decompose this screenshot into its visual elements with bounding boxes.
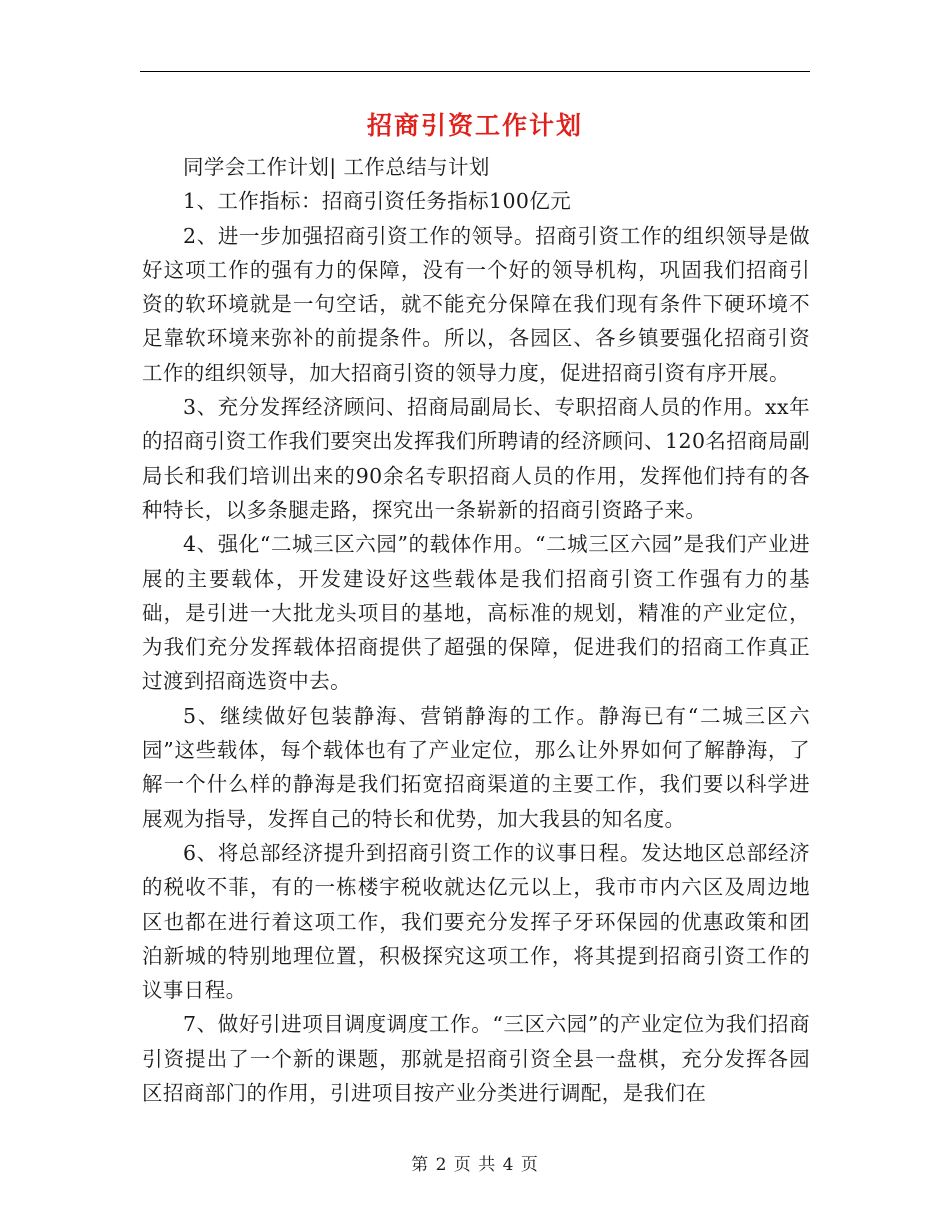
document-body (142, 150, 810, 1110)
paragraph-3: 3、充分发挥经济顾问、招商局副局长、专职招商人员的作用。xx年的招商引资工作我们要突出发挥我们所聘请的经济顾问、120名招商局副局长和我们培训出来的90余名专职招商人员的作用，发挥他们持有的各种特长，以多条腿走路，探究出一条崭新的招商引资路子来。 (142, 395, 810, 522)
paragraph-2: 2、进一步加强招商引资工作的领导。招商引资工作的组织领导是做好这项工作的强有力的保障，没有一个好的领导机构，巩固我们招商引资的软环境就是一句空话，就不能充分保障在我们现有条件下硬环境不足靠软环境来弥补的前提条件。所以，各园区、各乡镇要强化招商引资工作的组织领导，加大招商引资的领导力度，促进招商引资有序开展。 (142, 223, 810, 385)
paragraph-1: 1、工作指标：招商引资任务指标100亿元 (183, 189, 572, 214)
paragraph-4: 4、强化“二城三区六园”的载体作用。“二城三区六园”是我们产业进展的主要载体，开发建设好这些载体是我们招商引资工作强有力的基础，是引进一大批龙头项目的基地，高标准的规划，精准的产业定位，为我们充分发挥载体招商提供了超强的保障，促进我们的招商工作真正过渡到招商选资中去。 (142, 532, 810, 694)
subtitle-line: 同学会工作计划| 工作总结与计划 (183, 155, 490, 179)
header-rule (140, 71, 810, 72)
page-footer: 第 2 页 共 4 页 (411, 1155, 539, 1175)
document-title: 招商引资工作计划 (366, 111, 583, 140)
paragraph-7: 7、做好引进项目调度调度工作。“三区六园”的产业定位为我们招商引资提出了一个新的课题，那就是招商引资全县一盘棋，充分发挥各园区招商部门的作用，引进项目按产业分类进行调配，是我们在 (142, 1012, 810, 1106)
paragraph-6: 6、将总部经济提升到招商引资工作的议事日程。发达地区总部经济的税收不菲，有的一栋楼宇税收就达亿元以上，我市市内六区及周边地区也都在进行着这项工作，我们要充分发挥子牙环保园的优惠政策和团泊新城的特别地理位置，积极探究这项工作，将其提到招商引资工作的议事日程。 (142, 840, 810, 1003)
paragraph-5: 5、继续做好包装静海、营销静海的工作。静海已有“二城三区六园”这些载体，每个载体也有了产业定位，那么让外界如何了解静海，了解一个什么样的静海是我们拓宽招商渠道的主要工作，我们要以科学进展观为指导，发挥自己的特长和优势，加大我县的知名度。 (142, 703, 810, 831)
